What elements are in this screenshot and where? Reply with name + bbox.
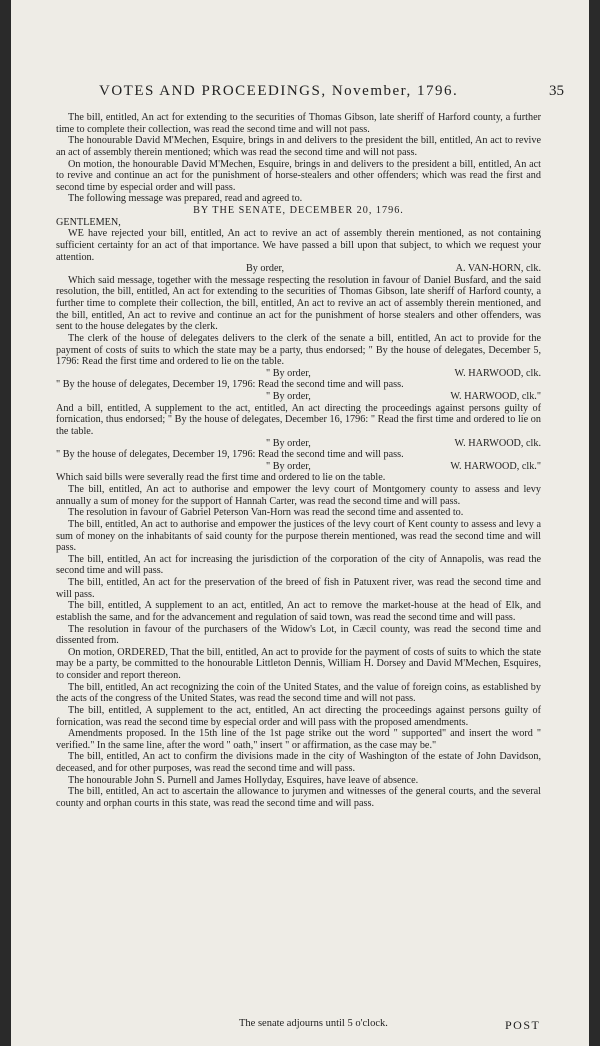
adjournment-line: The senate adjourns until 5 o'clock. bbox=[239, 1018, 388, 1029]
page-footer bbox=[239, 1018, 569, 1032]
message-heading: BY THE SENATE, DECEMBER 20, 1796. bbox=[193, 205, 404, 216]
paragraph: The resolution in favour of the purchasers of the Widow's Lot, in Cæcil county, was read the second time and dissented from. bbox=[56, 623, 541, 647]
signature-delegates: " By order, W. HARWOOD, clk. bbox=[266, 367, 541, 379]
paragraph: The bill, entitled, A supplement to the act, entitled, An act directing the proceedings against persons guilty of fornication, was read the second time by especial order and will pass with the proposed amendments. bbox=[56, 704, 541, 728]
salutation: GENTLEMEN, bbox=[56, 216, 121, 228]
endorsement: " By the house of delegates, December 19, 1796: Read the second time and will pass. bbox=[56, 379, 404, 391]
paragraph: The bill, entitled, An act for the preservation of the breed of fish in Patuxent river, was read the second time and will pass. bbox=[56, 577, 541, 600]
paragraph: The honourable John S. Purnell and James Hollyday, Esquires, have leave of absence. bbox=[68, 774, 419, 786]
page-header bbox=[99, 83, 564, 107]
paragraph: The bill, entitled, An act for increasing the jurisdiction of the corporation of the city of Annapolis, was read the second time and will pass. bbox=[56, 553, 541, 577]
signature-delegates: " By order, W. HARWOOD, clk. bbox=[266, 437, 541, 449]
paragraph: On motion, ORDERED, That the bill, entitled, An act to provide for the payment of costs of suits to which the state may be a party, be committed to the honourable Littleton Dennis, William H. Dorsey and David M'Mechen, Esquires, to consider and report thereon. bbox=[56, 646, 541, 681]
paragraph: The bill, entitled, An act for extending to the securities of Thomas Gibson, late sheriff of Harford county, a further time to complete their collection, was read the second time and will not pass. bbox=[56, 112, 541, 135]
paragraph: WE have rejected your bill, entitled, An act to revive an act of assembly therein mentioned, as not containing sufficient certainty for an act of that importance. We have passed a bill upon that subject, to which we request your attention. bbox=[56, 228, 541, 263]
paragraph: And a bill, entitled, A supplement to the act, entitled, An act directing the proceedings against persons guilty of fornication, thus endorsed; " By the house of delegates, December 16, 1796: " Read the first time and ordered to lie on the table. bbox=[56, 402, 541, 437]
catchword: POST bbox=[505, 1018, 541, 1032]
paragraph: The resolution in favour of Gabriel Peterson Van-Horn was read the second time and assented to. bbox=[68, 507, 464, 519]
paragraph: The following message was prepared, read and agreed to. bbox=[68, 193, 303, 205]
paragraph: The honourable David M'Mechen, Esquire, brings in and delivers to the president the bill, entitled, An act to revive an act of assembly therein mentioned; which was read the second time and will not pass. bbox=[56, 135, 541, 158]
signature-delegates: " By order, W. HARWOOD, clk." bbox=[266, 460, 541, 472]
running-title: VOTES AND PROCEEDINGS, November, 1796. bbox=[99, 83, 459, 99]
paragraph: Amendments proposed. In the 15th line of the 1st page strike out the word " supported" and insert the word " verified." In the same line, after the word " oath," insert " or affirmation, as the case may be." bbox=[56, 728, 541, 751]
paragraph: The bill, entitled, A supplement to an act, entitled, An act to remove the market-house at the head of Elk, and establish the same, and for the advancement and regulation of said town, was read the second time and will pass. bbox=[56, 600, 541, 623]
paragraph: Which said bills were severally read the first time and ordered to lie on the table. bbox=[56, 472, 386, 484]
paragraph: The bill, entitled, An act to confirm the divisions made in the city of Washington of the estate of John Davidson, deceased, and for other purposes, was read the second time and will pass. bbox=[56, 751, 541, 774]
paragraph: The clerk of the house of delegates delivers to the clerk of the senate a bill, entitled, An act to provide for the payment of costs of suits to which the state may be a party, thus endorsed; " By the house of delegates, December 5, 1796: Read the first time and ordered to lie on the table. bbox=[56, 332, 541, 368]
paragraph: Which said message, together with the message respecting the resolution in favour of Daniel Busfard, and the said resolution, the bill, entitled, An act for extending to the securities of Thomas Gibson, late sheriff of Harford county, a further time to complete their collection, the bill, entitled, An act to revive an act of assembly therein mentioned, and the bill, entitled, An act to revive and continue an act for the punishment of horse stealers and other offenders, was sent to the house delegates by the clerk. bbox=[56, 274, 541, 333]
body-text bbox=[56, 112, 541, 810]
paragraph: The bill, entitled, An act to ascertain the allowance to jurymen and witnesses of the general courts, and the several county and orphan courts in this state, was read the second time and will pass. bbox=[56, 786, 541, 809]
paragraph: The bill, entitled, An act to authorise and empower the justices of the levy court of Kent county to assess and levy a sum of money on the inhabitants of said county for the purpose therein mentioned, was read the second time and will pass. bbox=[56, 518, 541, 554]
signature-senate: By order, A. VAN-HORN, clk. bbox=[246, 263, 541, 275]
page-number: 35 bbox=[549, 83, 564, 99]
signature-delegates: " By order, W. HARWOOD, clk." bbox=[266, 391, 541, 402]
paragraph: On motion, the honourable David M'Mechen, Esquire, brings in and delivers to the president a bill, entitled, An act to revive and continue an act for the punishment of horse-stealers and other offenders; which was read the first and second time by especial order and will pass. bbox=[56, 158, 541, 193]
paragraph: The bill, entitled, An act to authorise and empower the levy court of Montgomery county to assess and levy annually a sum of money for the support of Hannah Carter, was read the second time and will pass. bbox=[56, 484, 541, 507]
endorsement: " By the house of delegates, December 19, 1796: Read the second time and will pass. bbox=[56, 449, 404, 461]
paragraph: The bill, entitled, An act recognizing the coin of the United States, and the value of foreign coins, as established by the acts of the congress of the United States, was read the second time and will not pass. bbox=[56, 681, 541, 705]
document-page bbox=[11, 0, 589, 1046]
